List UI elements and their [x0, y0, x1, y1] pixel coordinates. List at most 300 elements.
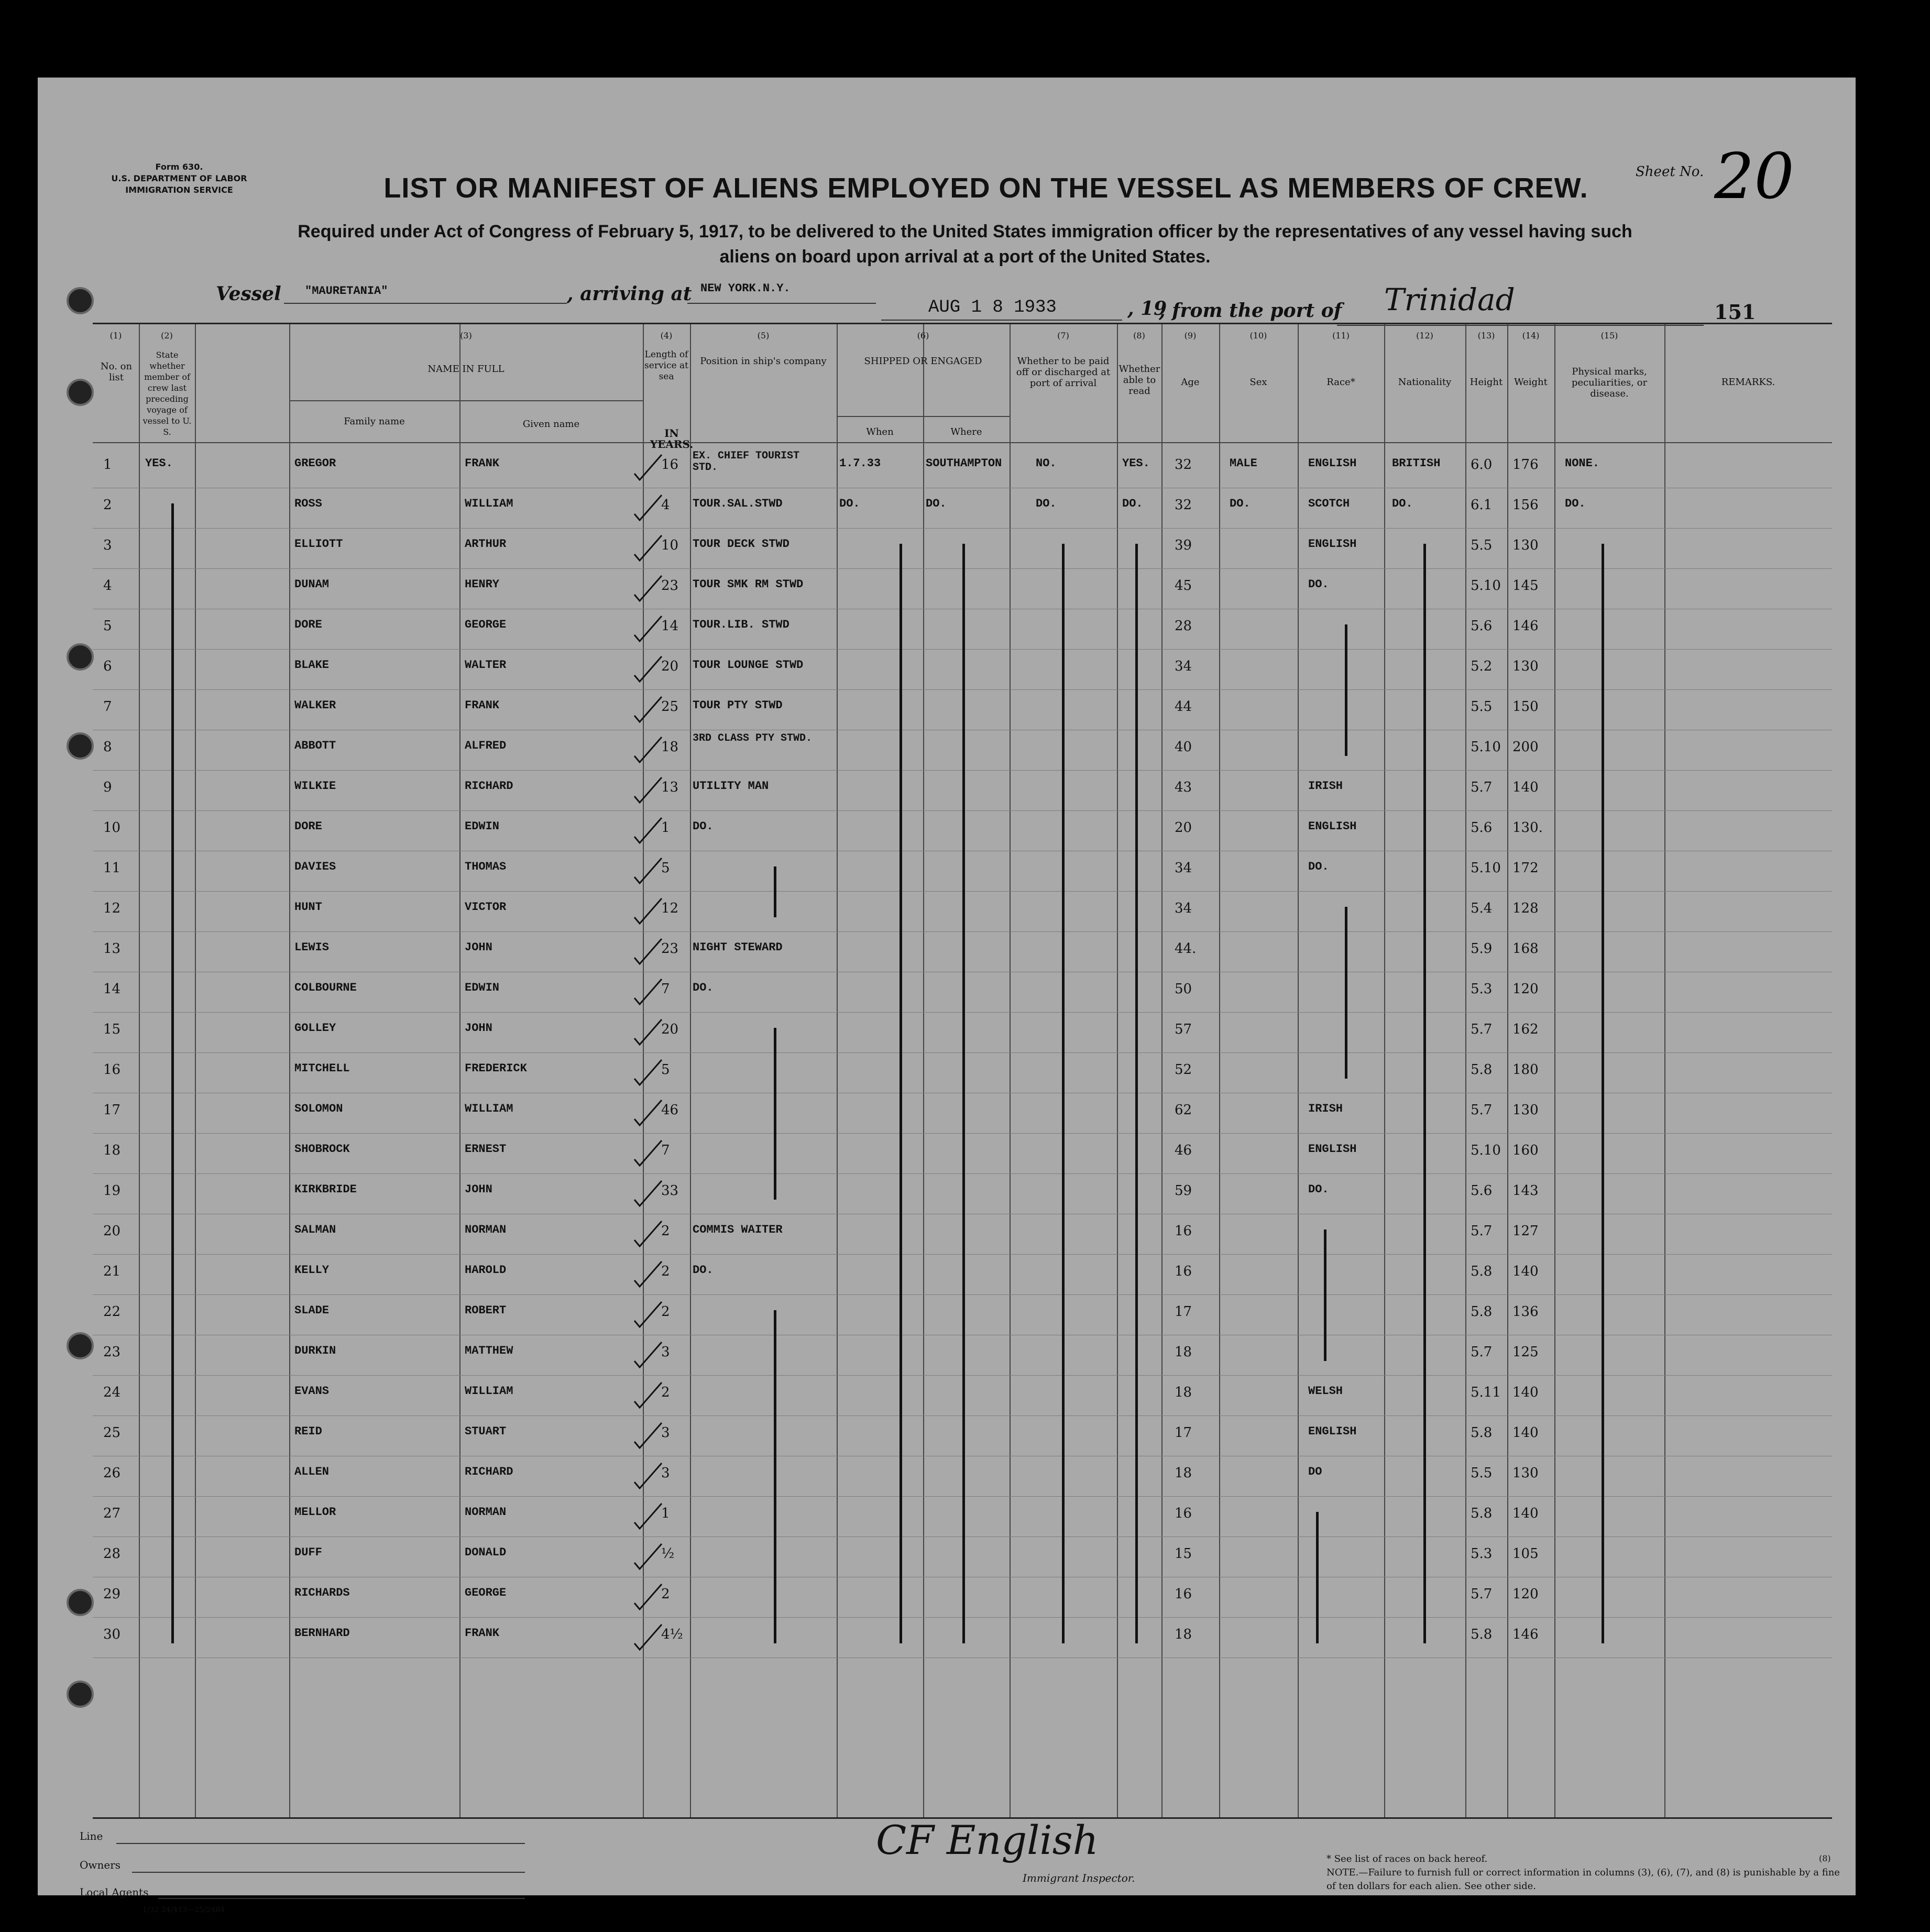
document-subtitle: [195, 219, 1735, 269]
cell-height: 5.8: [1471, 1062, 1493, 1078]
cell-age: 18: [1175, 1385, 1192, 1400]
check-mark-icon: [632, 1137, 664, 1167]
cell-paid: DO.: [1036, 497, 1057, 510]
cell-service: 33: [661, 1183, 679, 1199]
from-port-label: , from the port of: [1159, 300, 1342, 322]
cell-height: 5.10: [1471, 578, 1501, 594]
cell-sex: MALE: [1230, 457, 1257, 470]
cell-weight: 128: [1512, 901, 1539, 916]
cell-age: 18: [1175, 1627, 1192, 1642]
table-row: [93, 447, 1832, 488]
cell-no: 11: [103, 860, 121, 876]
binder-hole: [67, 732, 94, 760]
cell-family: SALMAN: [294, 1223, 336, 1236]
table-row: [93, 488, 1832, 529]
subtitle-line-2: aliens on board upon arrival at a port of the United States.: [719, 247, 1211, 267]
column-number: (14): [1522, 331, 1540, 341]
cell-family: DUFF: [294, 1546, 322, 1559]
cell-age: 44: [1175, 699, 1192, 715]
cell-race: ENGLISH: [1308, 820, 1357, 833]
cell-family: DAVIES: [294, 860, 336, 873]
cell-age: 16: [1175, 1586, 1192, 1602]
ditto-line: [1345, 907, 1347, 1079]
cell-height: 5.5: [1471, 1465, 1493, 1481]
cell-family: DUNAM: [294, 578, 330, 591]
cell-age: 57: [1175, 1022, 1192, 1037]
check-mark-icon: [632, 1460, 664, 1489]
header-nationality: Nationality: [1398, 377, 1452, 388]
header-race: Race*: [1326, 377, 1355, 388]
cell-given: WILLIAM: [465, 1385, 513, 1398]
cell-service: 25: [661, 699, 679, 715]
owners-label: Owners: [80, 1859, 121, 1871]
arriving-underline: [687, 303, 876, 304]
agents-underline: [158, 1898, 525, 1899]
cell-position: TOUR.SAL.STWD: [693, 497, 783, 510]
cell-age: 18: [1175, 1344, 1192, 1360]
check-mark-icon: [632, 1500, 664, 1530]
cell-given: ROBERT: [465, 1304, 507, 1317]
cell-position: DO.: [693, 820, 714, 833]
cell-given: JOHN: [465, 941, 492, 954]
cell-service: 7: [661, 981, 670, 997]
column-number: (9): [1184, 331, 1197, 341]
cell-age: 17: [1175, 1425, 1192, 1441]
cell-weight: 200: [1512, 739, 1539, 755]
cell-service: 5: [661, 1062, 670, 1078]
cell-weight: 105: [1512, 1546, 1539, 1562]
cell-service: 12: [661, 901, 679, 916]
cell-no: 4: [103, 578, 112, 594]
cell-height: 5.10: [1471, 1143, 1501, 1158]
cell-family: DORE: [294, 618, 322, 631]
cell-weight: 130: [1512, 1102, 1539, 1118]
cell-age: 43: [1175, 780, 1192, 795]
cell-when: DO.: [839, 497, 860, 510]
cell-family: MELLOR: [294, 1506, 336, 1519]
cell-race: ENGLISH: [1308, 537, 1357, 551]
cell-age: 20: [1175, 820, 1192, 836]
header-bottom-rule: [93, 442, 1832, 443]
cell-given: VICTOR: [465, 901, 507, 914]
cell-age: 44.: [1175, 941, 1197, 957]
cell-height: 5.5: [1471, 537, 1493, 553]
cell-service: 23: [661, 578, 679, 594]
column-number: (2): [161, 331, 173, 341]
cell-position: TOUR PTY STWD: [693, 699, 783, 712]
vessel-label: Vessel: [216, 283, 281, 305]
service-name: IMMIGRATION SERVICE: [125, 185, 233, 195]
check-mark-icon: [632, 1541, 664, 1570]
cell-no: 21: [103, 1264, 121, 1279]
cell-height: 5.7: [1471, 1586, 1493, 1602]
cell-service: 13: [661, 780, 679, 795]
cell-no: 16: [103, 1062, 121, 1078]
cell-no: 8: [103, 739, 112, 755]
owners-underline: [132, 1872, 525, 1873]
column-number: (5): [757, 331, 770, 341]
ditto-line: [1602, 544, 1604, 1643]
sheet-number: 20: [1714, 140, 1794, 213]
footer-notes: [1326, 1852, 1850, 1893]
check-mark-icon: [632, 1057, 664, 1086]
cell-race: IRISH: [1308, 1102, 1343, 1115]
check-mark-icon: [632, 492, 664, 521]
cell-given: HENRY: [465, 578, 500, 591]
cell-family: ALLEN: [294, 1465, 330, 1478]
cell-given: ERNEST: [465, 1143, 507, 1156]
check-mark-icon: [632, 1379, 664, 1409]
cell-weight: 143: [1512, 1183, 1539, 1199]
cell-family: ROSS: [294, 497, 322, 510]
cell-service: 4: [661, 497, 670, 513]
cell-no: 14: [103, 981, 121, 997]
check-mark-icon: [632, 1097, 664, 1126]
cell-given: FRANK: [465, 1627, 500, 1640]
cell-family: SOLOMON: [294, 1102, 343, 1115]
cell-given: HAROLD: [465, 1264, 507, 1277]
cell-height: 5.6: [1471, 820, 1493, 836]
column-number: (4): [660, 331, 673, 341]
header-previous-voyage: State whether member of crew last preceding voyage of vessel to U. S.: [142, 350, 192, 437]
manifest-sheet: [38, 78, 1856, 1914]
department-name: U.S. DEPARTMENT OF LABOR: [111, 173, 247, 183]
cell-service: 2: [661, 1586, 670, 1602]
year-label: , 19: [1127, 298, 1167, 320]
cell-family: GOLLEY: [294, 1022, 336, 1035]
cell-marks: DO.: [1565, 497, 1586, 510]
check-mark-icon: [632, 895, 664, 925]
cell-height: 6.0: [1471, 457, 1493, 473]
ditto-line: [774, 1310, 776, 1643]
cell-weight: 180: [1512, 1062, 1539, 1078]
cell-no: 7: [103, 699, 112, 715]
cell-no: 6: [103, 658, 112, 674]
cell-height: 5.7: [1471, 1223, 1493, 1239]
cell-height: 5.7: [1471, 1102, 1493, 1118]
cell-no: 13: [103, 941, 121, 957]
cell-height: 5.7: [1471, 1022, 1493, 1037]
cell-weight: 140: [1512, 1264, 1539, 1279]
cell-no: 12: [103, 901, 121, 916]
binder-hole: [67, 1589, 94, 1616]
cell-given: STUART: [465, 1425, 507, 1438]
check-mark-icon: [632, 1581, 664, 1610]
cell-age: 52: [1175, 1062, 1192, 1078]
ditto-line: [900, 544, 902, 1643]
cell-weight: 160: [1512, 1143, 1539, 1158]
column-number: (3): [460, 331, 472, 341]
subtitle-line-1: Required under Act of Congress of February 5, 1917, to be delivered to the United States immigration officer by the representatives of any vessel having such: [298, 222, 1632, 242]
cell-weight: 140: [1512, 780, 1539, 795]
column-number: (15): [1600, 331, 1618, 341]
cell-service: 20: [661, 658, 679, 674]
cell-height: 5.5: [1471, 699, 1493, 715]
cell-given: FRANK: [465, 457, 500, 470]
column-number: (7): [1057, 331, 1069, 341]
header-where: Where: [950, 426, 982, 437]
cell-weight: 140: [1512, 1385, 1539, 1400]
check-mark-icon: [632, 452, 664, 481]
cell-weight: 136: [1512, 1304, 1539, 1320]
form-code: 1/32 24/413—25/2484: [142, 1906, 225, 1914]
cell-given: WILLIAM: [465, 1102, 513, 1115]
cell-weight: 130: [1512, 537, 1539, 553]
cell-given: RICHARD: [465, 780, 513, 793]
header-position: Position in ship's company: [700, 356, 827, 367]
cell-family: KIRKBRIDE: [294, 1183, 357, 1196]
cell-prev: YES.: [145, 457, 173, 470]
cell-position: EX. CHIEF TOURIST STD.: [693, 450, 800, 474]
cell-age: 34: [1175, 901, 1192, 916]
cell-no: 25: [103, 1425, 121, 1441]
ditto-line: [962, 544, 965, 1643]
cell-weight: 162: [1512, 1022, 1539, 1037]
cell-weight: 176: [1512, 457, 1539, 473]
cell-no: 20: [103, 1223, 121, 1239]
cell-family: KELLY: [294, 1264, 330, 1277]
cell-service: 3: [661, 1344, 670, 1360]
races-note: * See list of races on back hereof.: [1326, 1853, 1488, 1864]
cell-height: 5.9: [1471, 941, 1493, 957]
cell-family: RICHARDS: [294, 1586, 350, 1599]
check-mark-icon: [632, 936, 664, 965]
header-age: Age: [1181, 377, 1200, 388]
cell-no: 23: [103, 1344, 121, 1360]
cell-service: 2: [661, 1264, 670, 1279]
cell-family: GREGOR: [294, 457, 336, 470]
cell-position: DO.: [693, 1264, 714, 1277]
ditto-line: [1316, 1512, 1319, 1643]
cell-height: 5.11: [1471, 1385, 1501, 1400]
cell-age: 34: [1175, 658, 1192, 674]
cell-family: BLAKE: [294, 658, 330, 672]
cell-age: 16: [1175, 1223, 1192, 1239]
cell-no: 28: [103, 1546, 121, 1562]
cell-race: DO: [1308, 1465, 1322, 1478]
cell-service: 4½: [661, 1627, 683, 1642]
cell-weight: 172: [1512, 860, 1539, 876]
cell-no: 3: [103, 537, 112, 553]
cell-service: 7: [661, 1143, 670, 1158]
column-number: (6): [917, 331, 929, 341]
cell-nationality: DO.: [1392, 497, 1413, 510]
penalty-note: NOTE.—Failure to furnish full or correct information in columns (3), (6), (7), and (8) is punishable by a fine of ten dollars for each alien. See other side.: [1326, 1867, 1840, 1892]
header-shipped-engaged: SHIPPED OR ENGAGED: [864, 356, 982, 367]
cell-given: NORMAN: [465, 1223, 507, 1236]
crew-table: [93, 323, 1832, 1819]
column-number: (11): [1332, 331, 1350, 341]
cell-service: 23: [661, 941, 679, 957]
line-label: Line: [80, 1830, 103, 1842]
cell-where: DO.: [926, 497, 947, 510]
cell-weight: 140: [1512, 1506, 1539, 1521]
name-subheader-rule: [289, 400, 643, 401]
cell-no: 24: [103, 1385, 121, 1400]
cell-weight: 168: [1512, 941, 1539, 957]
cell-service: 3: [661, 1425, 670, 1441]
cell-family: EVANS: [294, 1385, 330, 1398]
cell-age: 50: [1175, 981, 1192, 997]
binder-hole: [67, 287, 94, 314]
cell-service: 10: [661, 537, 679, 553]
cell-age: 40: [1175, 739, 1192, 755]
cell-where: SOUTHAMPTON: [926, 457, 1002, 470]
cell-no: 10: [103, 820, 121, 836]
ditto-line: [1135, 544, 1138, 1643]
cell-height: 5.3: [1471, 981, 1493, 997]
header-height: Height: [1470, 377, 1503, 388]
cell-age: 59: [1175, 1183, 1192, 1199]
column-number: (8): [1133, 331, 1145, 341]
cell-age: 32: [1175, 457, 1192, 473]
line-underline: [116, 1843, 525, 1844]
cell-height: 5.2: [1471, 658, 1493, 674]
cell-age: 15: [1175, 1546, 1192, 1562]
cell-age: 62: [1175, 1102, 1192, 1118]
check-mark-icon: [632, 1016, 664, 1046]
cell-height: 5.7: [1471, 780, 1493, 795]
cell-position: TOUR LOUNGE STWD: [693, 658, 804, 672]
cell-service: 2: [661, 1223, 670, 1239]
header-physical-marks: Physical marks, peculiarities, or disease.: [1571, 366, 1648, 399]
cell-height: 5.10: [1471, 860, 1501, 876]
cell-weight: 156: [1512, 497, 1539, 513]
cell-race: DO.: [1308, 860, 1329, 873]
binder-hole: [67, 1332, 94, 1359]
cell-given: FRANK: [465, 699, 500, 712]
cell-position: NIGHT STEWARD: [693, 941, 783, 954]
cell-given: ARTHUR: [465, 537, 507, 551]
cell-given: THOMAS: [465, 860, 507, 873]
check-mark-icon: [632, 1621, 664, 1651]
cell-weight: 125: [1512, 1344, 1539, 1360]
cell-position: UTILITY MAN: [693, 780, 769, 793]
header-weight: Weight: [1514, 377, 1548, 388]
page-number: 151: [1714, 300, 1756, 324]
cell-given: GEORGE: [465, 1586, 507, 1599]
edge-mark: (8): [1819, 1853, 1831, 1863]
cell-no: 1: [103, 457, 112, 473]
cell-read: YES.: [1122, 457, 1150, 470]
ditto-line: [1062, 544, 1065, 1643]
header-remarks: REMARKS.: [1721, 377, 1775, 388]
cell-service: 18: [661, 739, 679, 755]
cell-no: 2: [103, 497, 112, 513]
check-mark-icon: [632, 855, 664, 884]
cell-given: WALTER: [465, 658, 507, 672]
cell-height: 5.8: [1471, 1627, 1493, 1642]
cell-service: 14: [661, 618, 679, 634]
header-paid-off: Whether to be paid off or discharged at port of arrival: [1016, 356, 1111, 389]
form-identifier: [90, 161, 268, 196]
shipped-subheader-rule: [837, 416, 1010, 417]
cell-age: 45: [1175, 578, 1192, 594]
cell-position: DO.: [693, 981, 714, 994]
cell-age: 28: [1175, 618, 1192, 634]
vessel-name: "MAURETANIA": [305, 284, 388, 298]
cell-weight: 140: [1512, 1425, 1539, 1441]
check-mark-icon: [632, 653, 664, 683]
cell-given: GEORGE: [465, 618, 507, 631]
ditto-line: [171, 503, 174, 1643]
cell-given: DONALD: [465, 1546, 507, 1559]
inspector-signature: CF English: [876, 1817, 1099, 1863]
cell-family: SLADE: [294, 1304, 330, 1317]
check-mark-icon: [632, 1178, 664, 1207]
cell-weight: 127: [1512, 1223, 1539, 1239]
cell-height: 5.6: [1471, 618, 1493, 634]
vessel-underline: [284, 303, 567, 304]
cell-family: ELLIOTT: [294, 537, 343, 551]
cell-weight: 130.: [1512, 820, 1543, 836]
check-mark-icon: [632, 774, 664, 804]
header-given-name: Given name: [522, 419, 580, 430]
cell-race: DO.: [1308, 1183, 1329, 1196]
departure-port: Trinidad: [1384, 282, 1515, 317]
cell-family: LEWIS: [294, 941, 330, 954]
cell-family: ABBOTT: [294, 739, 336, 752]
cell-service: 3: [661, 1465, 670, 1481]
header-family-name: Family name: [344, 416, 405, 427]
header-in-years-stamp: IN YEARS.: [650, 427, 694, 451]
cell-race: ENGLISH: [1308, 1143, 1357, 1156]
cell-height: 5.3: [1471, 1546, 1493, 1562]
ditto-line: [774, 1028, 776, 1200]
cell-age: 46: [1175, 1143, 1192, 1158]
cell-position: TOUR DECK STWD: [693, 537, 789, 551]
cell-service: 46: [661, 1102, 679, 1118]
cell-age: 34: [1175, 860, 1192, 876]
check-mark-icon: [632, 613, 664, 642]
check-mark-icon: [632, 815, 664, 844]
header-length-of-service: Length of service at sea: [644, 349, 688, 382]
cell-marks: NONE.: [1565, 457, 1600, 470]
cell-race: SCOTCH: [1308, 497, 1350, 510]
cell-sex: DO.: [1230, 497, 1251, 510]
cell-height: 5.8: [1471, 1425, 1493, 1441]
cell-family: REID: [294, 1425, 322, 1438]
check-mark-icon: [632, 532, 664, 562]
column-number: (13): [1477, 331, 1495, 341]
cell-height: 5.4: [1471, 901, 1493, 916]
column-number: (12): [1416, 331, 1433, 341]
cell-no: 9: [103, 780, 112, 795]
cell-age: 16: [1175, 1506, 1192, 1521]
cell-paid: NO.: [1036, 457, 1057, 470]
cell-given: JOHN: [465, 1183, 492, 1196]
cell-height: 5.6: [1471, 1183, 1493, 1199]
cell-given: NORMAN: [465, 1506, 507, 1519]
cell-weight: 145: [1512, 578, 1539, 594]
check-mark-icon: [632, 694, 664, 723]
cell-service: 20: [661, 1022, 679, 1037]
cell-no: 17: [103, 1102, 121, 1118]
header-able-to-read: Whether able to read: [1118, 364, 1160, 397]
cell-family: DORE: [294, 820, 322, 833]
cell-no: 27: [103, 1506, 121, 1521]
check-mark-icon: [632, 1339, 664, 1368]
cell-family: COLBOURNE: [294, 981, 357, 994]
header-no-on-list: No. on list: [100, 361, 133, 383]
check-mark-icon: [632, 1258, 664, 1288]
column-number: (10): [1249, 331, 1267, 341]
arriving-port: NEW YORK.N.Y.: [700, 282, 791, 295]
binder-hole: [67, 379, 94, 406]
check-mark-icon: [632, 1420, 664, 1449]
cell-position: TOUR SMK RM STWD: [693, 578, 804, 591]
cell-race: ENGLISH: [1308, 457, 1357, 470]
